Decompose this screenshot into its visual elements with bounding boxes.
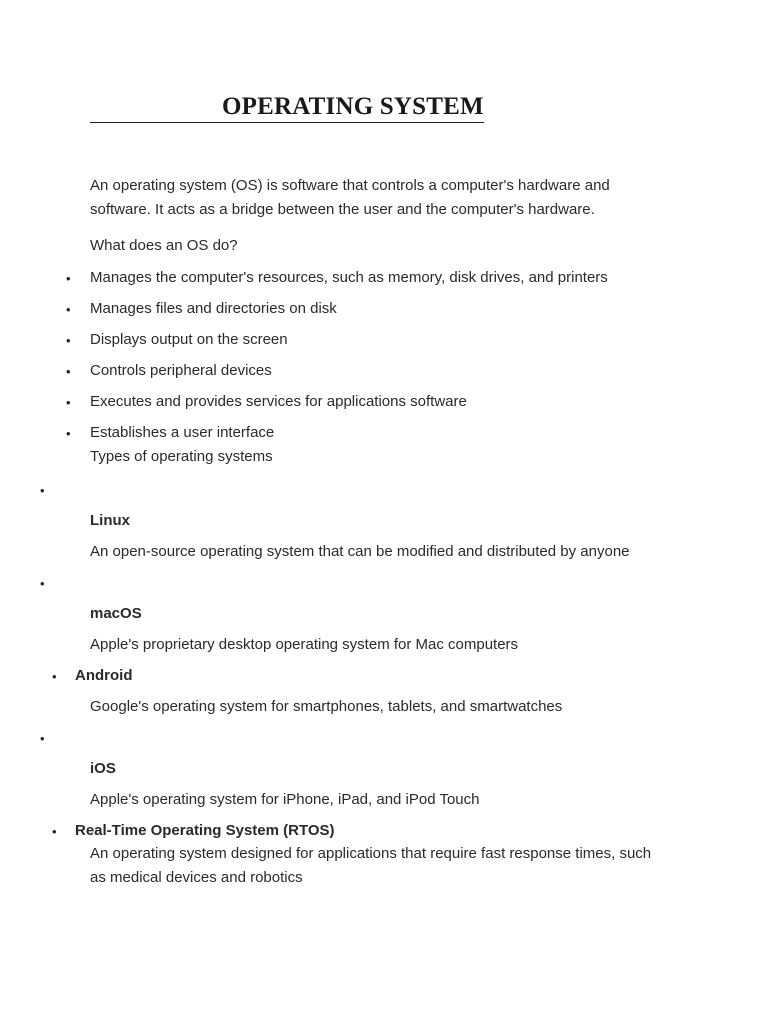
bullet-icon: • <box>66 302 71 317</box>
bullet-icon: • <box>40 483 45 498</box>
os-type-name: iOS <box>90 760 116 777</box>
list-item: Manages the computer's resources, such as memory, disk drives, and printers <box>90 269 608 286</box>
list-item: Executes and provides services for applications software <box>90 393 467 410</box>
os-type-name: Real-Time Operating System (RTOS) <box>75 822 335 839</box>
list-item: Controls peripheral devices <box>90 362 272 379</box>
bullet-icon: • <box>66 333 71 348</box>
os-type-description: Apple's proprietary desktop operating system for Mac computers <box>90 636 519 653</box>
os-type-description: Google's operating system for smartphones, tablets, and smartwatches <box>90 698 563 715</box>
bullet-icon: • <box>40 576 45 591</box>
bullet-icon: • <box>52 824 57 839</box>
question-text: What does an OS do? <box>90 237 238 254</box>
types-heading: Types of operating systems <box>90 448 273 465</box>
list-item: Establishes a user interface <box>90 424 275 441</box>
bullet-icon: • <box>66 395 71 410</box>
bullet-icon: • <box>40 731 45 746</box>
bullet-icon: • <box>52 669 57 684</box>
page-title: OPERATING SYSTEM <box>222 93 484 120</box>
os-type-name: Linux <box>90 512 130 529</box>
intro-paragraph: An operating system (OS) is software that controls a computer's hardware and software. It acts as a bridge between the user and the computer's hardware. <box>90 177 610 218</box>
list-item: Displays output on the screen <box>90 331 288 348</box>
bullet-icon: • <box>66 271 71 286</box>
os-type-description: An open-source operating system that can be modified and distributed by anyone <box>90 543 630 560</box>
title-underline <box>90 92 484 123</box>
os-type-description: Apple's operating system for iPhone, iPad, and iPod Touch <box>90 791 480 808</box>
bullet-icon: • <box>66 364 71 379</box>
os-type-description: An operating system designed for applications that require fast response times, such as medical devices and robotics <box>90 845 652 886</box>
bullet-icon: • <box>66 426 71 441</box>
os-type-name: Android <box>75 667 133 684</box>
os-type-name: macOS <box>90 605 142 622</box>
list-item: Manages files and directories on disk <box>90 300 337 317</box>
